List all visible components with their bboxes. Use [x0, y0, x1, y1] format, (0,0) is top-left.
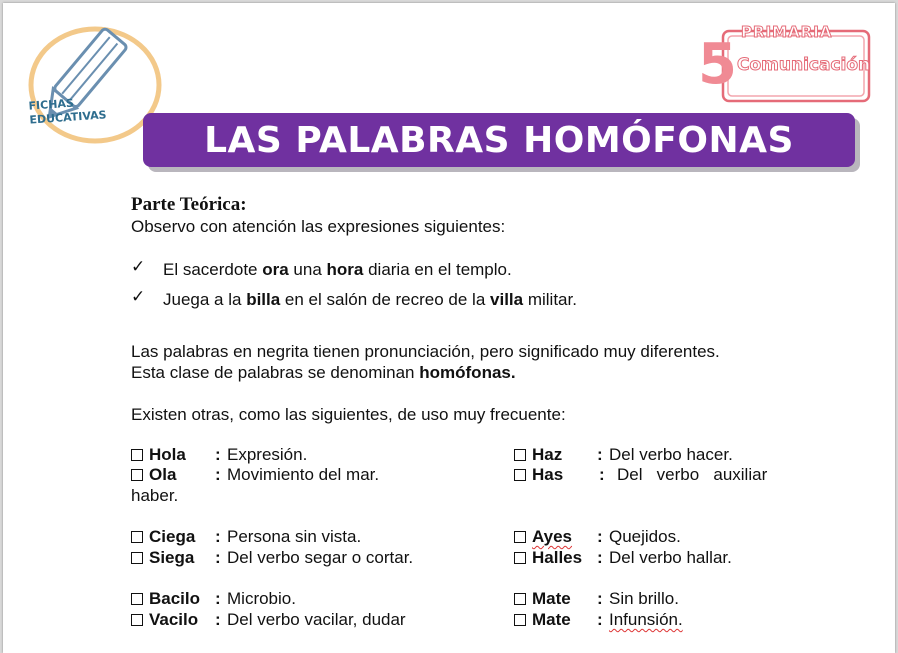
bold-word: homófonas. [419, 363, 516, 382]
term-colon: : [215, 465, 221, 484]
term-item [514, 527, 572, 547]
term-colon: : [215, 445, 221, 464]
text-run: diaria en el templo. [363, 260, 512, 279]
badge-level: PRIMARIA [741, 23, 833, 41]
term-definition: Del verbo vacilar, dudar [227, 610, 406, 629]
checkbox-icon [131, 614, 143, 626]
term-item [131, 548, 194, 568]
badge-subject: Comunicación [737, 55, 871, 75]
checkbox-icon [131, 469, 143, 481]
term-item [131, 610, 198, 630]
term-definition: Movimiento del mar. [227, 465, 380, 484]
example-sentence-1 [163, 259, 512, 280]
term-word: Bacilo [149, 589, 201, 608]
text-run: en el salón de recreo de la [280, 290, 491, 309]
term-definition: Quejidos. [609, 527, 681, 546]
term-item [131, 527, 195, 547]
term-item [131, 465, 176, 485]
checkbox-icon [514, 593, 526, 605]
term-colon: : [597, 445, 603, 464]
term-word: Ciega [149, 527, 196, 546]
term-word: Ayes [532, 527, 573, 546]
term-colon: : [215, 610, 221, 629]
term-word: Mate [532, 610, 571, 629]
definition-text: Infunsión. [609, 610, 683, 629]
checkbox-icon [514, 614, 526, 626]
term-word: Vacilo [149, 610, 199, 629]
term-word: Has [532, 465, 564, 484]
page-title: LAS PALABRAS HOMÓFONAS [143, 113, 855, 167]
term-colon: : [215, 548, 221, 567]
checkbox-icon [131, 552, 143, 564]
logo-line-2: EDUCATIVAS [29, 108, 107, 127]
example-sentence-2 [163, 289, 577, 310]
document-page [3, 3, 895, 653]
text-run: una [288, 260, 327, 279]
checkbox-icon [514, 552, 526, 564]
section-heading: Parte Teórica: [131, 194, 247, 215]
logo-text [28, 94, 107, 127]
term-word: Halles [532, 548, 583, 567]
term-item [514, 548, 582, 568]
checkbox-icon [514, 449, 526, 461]
term-colon: : [215, 589, 221, 608]
term-colon: : [597, 610, 603, 629]
term-word: Siega [149, 548, 195, 567]
explanation-line-2 [131, 362, 516, 383]
term-item [514, 465, 563, 485]
bold-word: villa [490, 290, 524, 309]
term-colon: : [597, 589, 603, 608]
checkbox-icon [131, 449, 143, 461]
term-definition: Sin brillo. [609, 589, 679, 608]
wrapped-text: haber. [131, 486, 179, 505]
term-item [514, 445, 562, 465]
term-colon: : [599, 465, 605, 484]
text-run: Esta clase de palabras se denominan [131, 363, 420, 382]
term-definition: Del verbo auxiliar [617, 465, 768, 484]
badge-grade: 5 [698, 32, 737, 97]
intro-text: Observo con atención las expresiones siguientes: [131, 217, 506, 236]
text-run: militar. [523, 290, 577, 309]
term-word: Ola [149, 465, 177, 484]
checkbox-icon [514, 469, 526, 481]
checkbox-icon [131, 531, 143, 543]
bold-word: hora [326, 260, 364, 279]
term-colon: : [597, 527, 603, 546]
checkbox-icon [131, 593, 143, 605]
term-definition: Del verbo segar o cortar. [227, 548, 414, 567]
text-run: El sacerdote [163, 260, 263, 279]
others-intro: Existen otras, como las siguientes, de uso muy frecuente: [131, 405, 566, 424]
text-run: Juega a la [163, 290, 247, 309]
term-colon: : [215, 527, 221, 546]
check-icon: ✓ [131, 287, 146, 306]
term-definition: Microbio. [227, 589, 296, 608]
term-definition: Del verbo hallar. [609, 548, 732, 567]
term-item [131, 445, 186, 465]
bold-word: ora [262, 260, 289, 279]
term-definition: Persona sin vista. [227, 527, 362, 546]
term-definition: Expresión. [227, 445, 308, 464]
bold-word: billa [246, 290, 281, 309]
term-word: Hola [149, 445, 186, 464]
term-definition: Del verbo hacer. [609, 445, 733, 464]
explanation-line-1: Las palabras en negrita tienen pronunciación, pero significado muy diferentes. [131, 342, 720, 361]
term-word: Haz [532, 445, 563, 464]
logo-line-1: FICHAS [28, 96, 75, 113]
check-icon: ✓ [131, 257, 146, 276]
term-word: Mate [532, 589, 571, 608]
term-item [131, 589, 200, 609]
term-definition [609, 610, 683, 630]
checkbox-icon [514, 531, 526, 543]
term-item [514, 610, 571, 630]
term-item [514, 589, 571, 609]
term-colon: : [597, 548, 603, 567]
